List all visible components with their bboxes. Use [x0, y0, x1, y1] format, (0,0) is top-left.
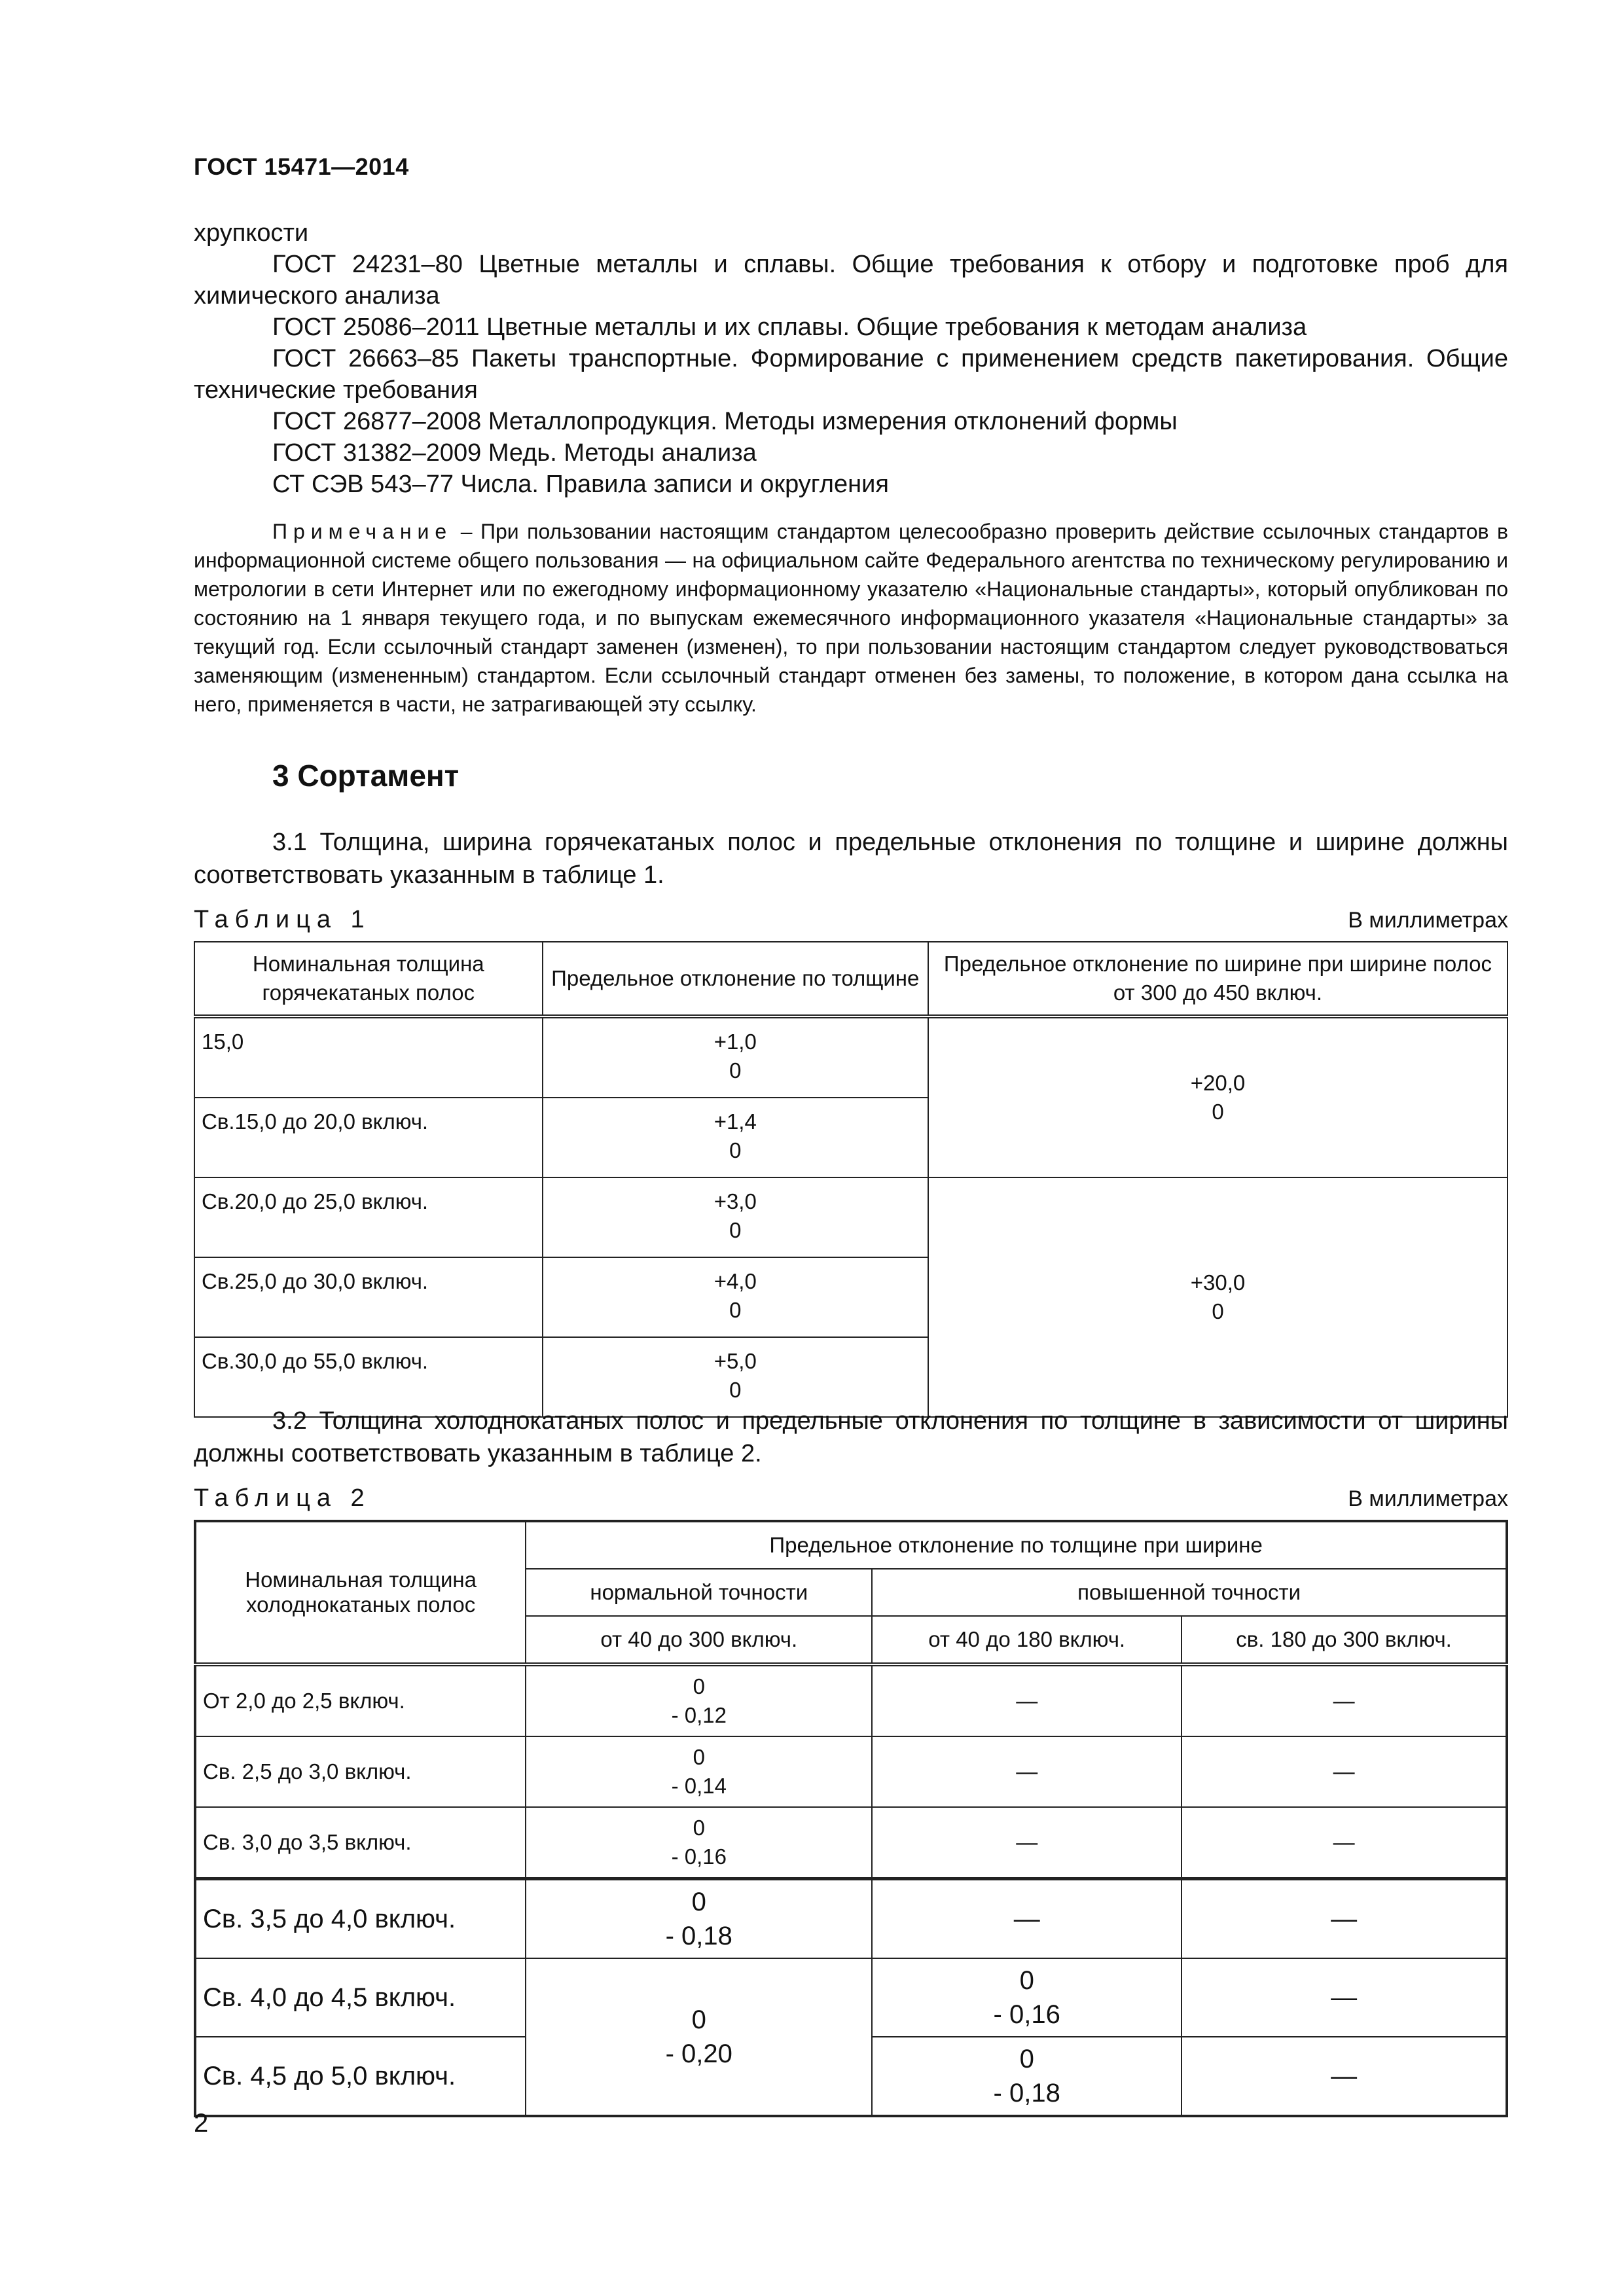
table2-caption: Таблица 2 — [194, 1484, 371, 1512]
reference-item: ГОСТ 26663–85 Пакеты транспортные. Формирование с применением средств пакетирования. Общие технические требования — [194, 345, 1508, 404]
table-cell-merged: 0 - 0,20 — [526, 1958, 872, 2116]
table-cell: — — [1182, 1958, 1507, 2037]
table-cell: Св. 3,5 до 4,0 включ. — [195, 1879, 526, 1959]
table-cell: Св. 4,0 до 4,5 включ. — [195, 1958, 526, 2037]
table-cell: 0 - 0,12 — [526, 1664, 872, 1736]
table-header-cell: Предельное отклонение по ширине при ширине полос от 300 до 450 включ. — [928, 942, 1507, 1016]
table-cell: +1,0 0 — [543, 1016, 928, 1098]
table-cell: Св.20,0 до 25,0 включ. — [194, 1177, 543, 1257]
reference-item: ГОСТ 25086–2011 Цветные металлы и их сплавы. Общие требования к методам анализа — [272, 314, 1307, 341]
table-header-cell: Предельное отклонение по толщине при ширине — [526, 1521, 1507, 1569]
table-row — [195, 1879, 1507, 1959]
table1-caption-row — [194, 906, 1508, 934]
table-header-row — [194, 942, 1507, 1016]
table-cell: От 2,0 до 2,5 включ. — [195, 1664, 526, 1736]
note-label: Примечание — [272, 520, 453, 543]
reference-item: ГОСТ 24231–80 Цветные металлы и сплавы. Общие требования к отбору и подготовке проб для химического анализа — [194, 251, 1508, 310]
table-cell: Св. 2,5 до 3,0 включ. — [195, 1736, 526, 1807]
table-cell: Св.15,0 до 20,0 включ. — [194, 1098, 543, 1177]
table-cell: +4,0 0 — [543, 1257, 928, 1337]
table-cell: +1,4 0 — [543, 1098, 928, 1177]
table-2 — [194, 1520, 1508, 2117]
table-header-row — [195, 1521, 1507, 1569]
table-header-cell: от 40 до 180 включ. — [872, 1616, 1182, 1664]
table-cell: Св. 4,5 до 5,0 включ. — [195, 2037, 526, 2116]
page-number: 2 — [194, 2109, 209, 2138]
table-header-cell: Номинальная толщина горячекатаных полос — [194, 942, 543, 1016]
table-header-cell: Номинальная толщина холоднокатаных полос — [195, 1521, 526, 1664]
normative-references-list — [194, 217, 1508, 500]
table-cell: — — [1182, 2037, 1507, 2116]
table-cell: 0 - 0,16 — [872, 1958, 1182, 2037]
table-row — [195, 1664, 1507, 1736]
table-header-cell: св. 180 до 300 включ. — [1182, 1616, 1507, 1664]
table-cell: — — [1182, 1664, 1507, 1736]
table-row — [195, 1736, 1507, 1807]
table-cell: — — [872, 1736, 1182, 1807]
table-cell: — — [1182, 1736, 1507, 1807]
table-header-cell: от 40 до 300 включ. — [526, 1616, 872, 1664]
table1-caption: Таблица 1 — [194, 906, 371, 933]
table-cell: — — [872, 1664, 1182, 1736]
table-cell: — — [1182, 1807, 1507, 1879]
reference-item: СТ СЭВ 543–77 Числа. Правила записи и округления — [272, 471, 889, 498]
table-row — [195, 1958, 1507, 2037]
table-cell: — — [872, 1807, 1182, 1879]
paragraph-3-2: 3.2 Толщина холоднокатаных полос и предельные отклонения по толщине в зависимости от ширины должны соответствовать указанным в таблице 2. — [194, 1407, 1508, 1467]
table-header-cell: Предельное отклонение по толщине — [543, 942, 928, 1016]
table1-units: В миллиметрах — [1348, 908, 1508, 933]
table-row — [195, 1807, 1507, 1879]
table-row — [194, 1016, 1507, 1098]
section-title: 3 Сортамент — [272, 759, 460, 793]
table-cell: 0 - 0,14 — [526, 1736, 872, 1807]
table-cell: — — [1182, 1879, 1507, 1959]
table-cell: Св.25,0 до 30,0 включ. — [194, 1257, 543, 1337]
table-header-cell: повышенной точности — [872, 1569, 1507, 1616]
document-header: ГОСТ 15471—2014 — [194, 153, 409, 180]
note-text: – При пользовании настоящим стандартом целесообразно проверить действие ссылочных стандартов в информационной системе общего пользования — на официальном сайте Федерального агентства по техническому регулированию и метрологии в сети Интернет или по ежегодному информационному указателю «Национальные стандарты», который опубликован по состоянию на 1 января текущего года, и по выпускам ежемесячного информационного указателя «Национальные стандарты» за текущий год. Если ссылочный стандарт заменен (изменен), то при пользовании настоящим стандартом следует руководствоваться заменяющим (измененным) стандартом. Если ссылочный стандарт отменен без замены, то положение, в котором дана ссылка на него, применяется в части, не затрагивающей эту ссылку. — [194, 520, 1509, 716]
reference-item: ГОСТ 31382–2009 Медь. Методы анализа — [272, 439, 757, 467]
reference-item: ГОСТ 26877–2008 Металлопродукция. Методы измерения отклонений формы — [272, 408, 1178, 435]
table2-units: В миллиметрах — [1348, 1486, 1508, 1511]
reference-item: хрупкости — [194, 219, 309, 247]
table-cell: 0 - 0,18 — [526, 1879, 872, 1959]
table-cell: 15,0 — [194, 1016, 543, 1098]
table-cell-merged: +20,0 0 — [928, 1016, 1507, 1177]
table-1 — [194, 941, 1508, 1418]
note-paragraph — [194, 517, 1508, 719]
table-cell: +5,0 0 — [543, 1337, 928, 1417]
table2-caption-row — [194, 1484, 1508, 1513]
table-cell-merged: +30,0 0 — [928, 1177, 1507, 1417]
table-cell: — — [872, 1879, 1182, 1959]
table-row — [194, 1177, 1507, 1257]
table-cell: Св. 3,0 до 3,5 включ. — [195, 1807, 526, 1879]
paragraph-3-1: 3.1 Толщина, ширина горячекатаных полос и предельные отклонения по толщине и ширине должны соответствовать указанным в таблице 1. — [194, 829, 1508, 889]
table-cell: +3,0 0 — [543, 1177, 928, 1257]
table-cell: 0 - 0,18 — [872, 2037, 1182, 2116]
table-cell: 0 - 0,16 — [526, 1807, 872, 1879]
table-cell: Св.30,0 до 55,0 включ. — [194, 1337, 543, 1417]
table-header-cell: нормальной точности — [526, 1569, 872, 1616]
